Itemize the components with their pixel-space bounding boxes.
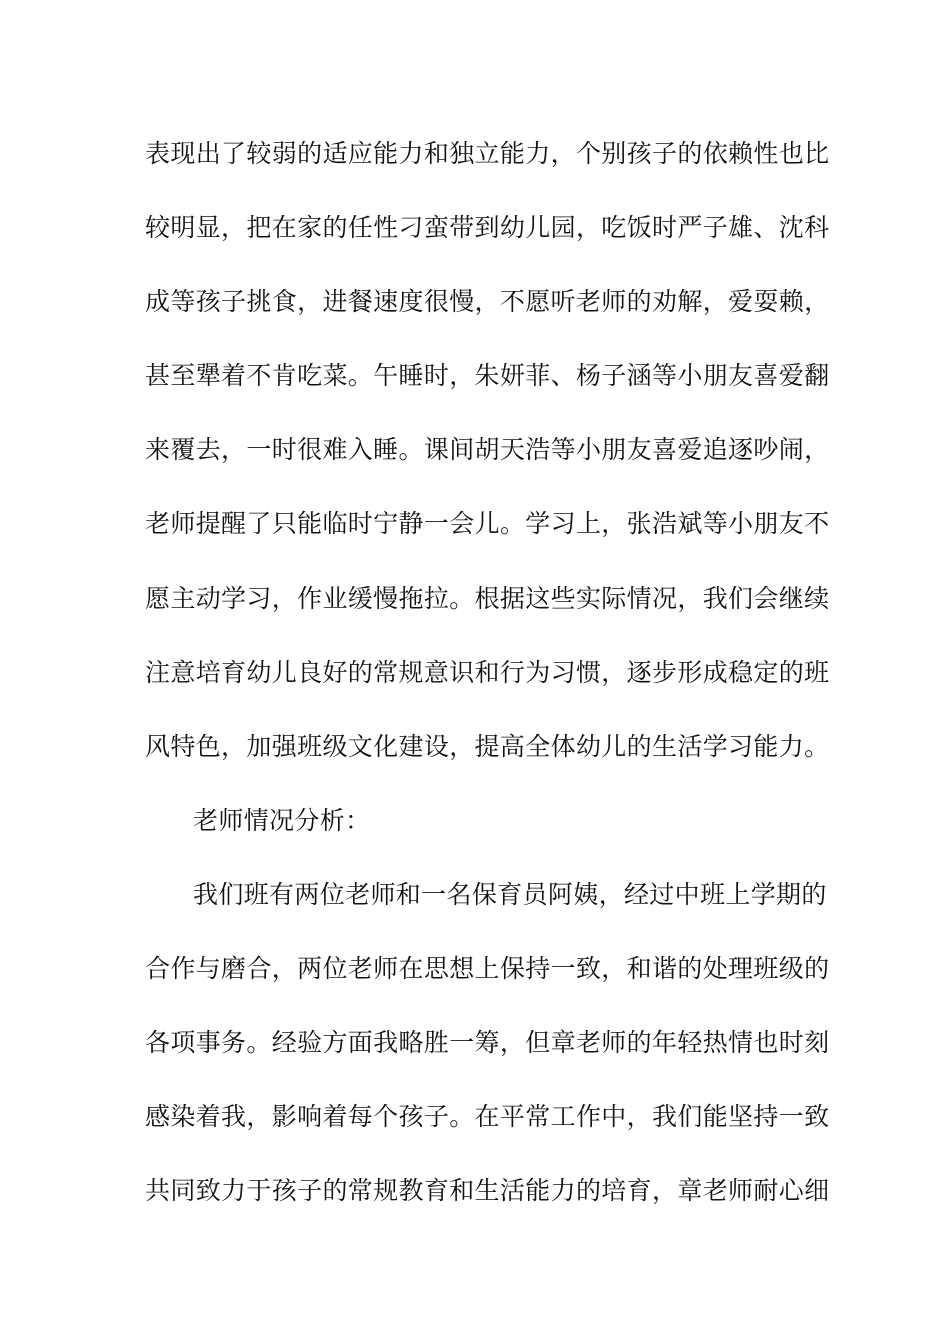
text-line: 愿主动学习，作业缓慢拖拉。根据这些实际情况，我们会继续 [145, 583, 830, 613]
text-line: 甚至犟着不肯吃菜。午睡时，朱妍菲、杨子涵等小朋友喜爱翻 [145, 361, 830, 391]
text-line: 来覆去，一时很难入睡。课间胡天浩等小朋友喜爱追逐吵闹， [145, 435, 830, 465]
paragraph-start-line: 老师情况分析： [193, 805, 371, 835]
body-text [145, 134, 830, 1245]
text-line: 共同致力于孩子的常规教育和生活能力的培育，章老师耐心细 [145, 1176, 830, 1206]
text-line: 风特色，加强班级文化建设，提高全体幼儿的生活学习能力。 [145, 731, 830, 761]
text-line: 表现出了较弱的适应能力和独立能力，个别孩子的依赖性也比 [145, 139, 830, 168]
text-line: 感染着我，影响着每个孩子。在平常工作中，我们能坚持一致 [145, 1102, 830, 1132]
text-line: 注意培育幼儿良好的常规意识和行为习惯，逐步形成稳定的班 [145, 657, 830, 687]
text-line: 合作与磨合，两位老师在思想上保持一致，和谐的处理班级的 [145, 954, 830, 984]
text-line: 较明显，把在家的任性刁蛮带到幼儿园，吃饭时严子雄、沈科 [145, 213, 830, 243]
text-line: 老师提醒了只能临时宁静一会儿。学习上，张浩斌等小朋友不 [145, 509, 830, 539]
paragraph-start-line: 我们班有两位老师和一名保育员阿姨，经过中班上学期的 [193, 879, 827, 909]
text-line: 成等孩子挑食，进餐速度很慢，不愿听老师的劝解，爱耍赖， [145, 287, 830, 317]
text-line: 各项事务。经验方面我略胜一筹，但章老师的年轻热情也时刻 [145, 1028, 830, 1058]
